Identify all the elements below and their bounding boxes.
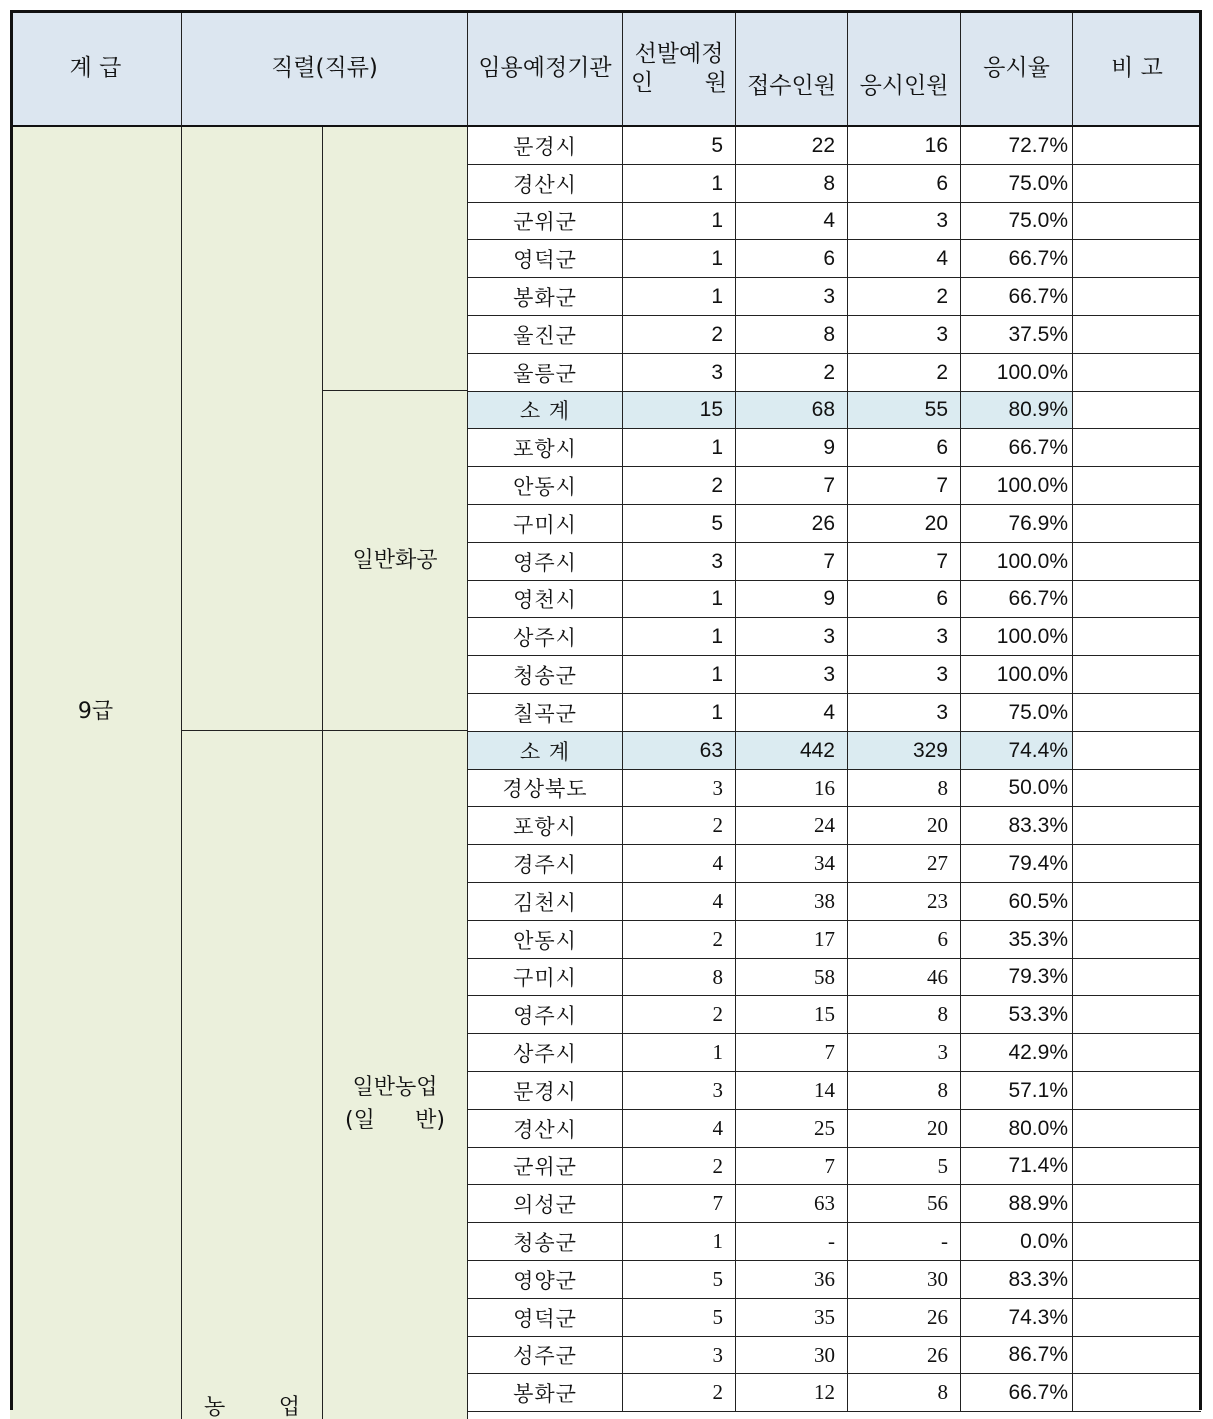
row-examinees: 2 bbox=[848, 278, 961, 316]
header-planned-line1: 선발예정 bbox=[634, 40, 724, 67]
row-remarks bbox=[1073, 732, 1201, 770]
series-cell-nongeop bbox=[182, 731, 323, 1419]
row-applicants: 8 bbox=[736, 165, 848, 203]
row-applicants: 9 bbox=[736, 581, 848, 618]
row-planned: 7 bbox=[623, 1185, 736, 1223]
row-remarks bbox=[1073, 429, 1201, 467]
row-remarks bbox=[1073, 1185, 1201, 1223]
row-agency: 포항시 bbox=[468, 807, 623, 845]
row-remarks bbox=[1073, 543, 1201, 581]
row-agency: 의성군 bbox=[468, 1185, 623, 1223]
row-agency: 김천시 bbox=[468, 883, 623, 921]
row-rate: 83.3% bbox=[961, 1261, 1073, 1299]
row-examinees: 55 bbox=[848, 392, 961, 429]
row-applicants: 7 bbox=[736, 467, 848, 505]
row-agency: 군위군 bbox=[468, 1148, 623, 1185]
header-planned bbox=[623, 12, 736, 127]
row-examinees: 6 bbox=[848, 429, 961, 467]
row-rate: 75.0% bbox=[961, 165, 1073, 203]
header-planned-line2-b: 원 bbox=[704, 69, 727, 96]
subtype-cell-prev bbox=[323, 127, 468, 391]
grade-label: 9급 bbox=[77, 699, 114, 724]
row-agency: 상주시 bbox=[468, 1034, 623, 1072]
header-planned-line2 bbox=[631, 69, 727, 98]
row-examinees: - bbox=[848, 1223, 961, 1261]
row-examinees: 5 bbox=[848, 1148, 961, 1185]
series-nongeop-a: 농 bbox=[204, 1395, 226, 1419]
row-examinees: 23 bbox=[848, 883, 961, 921]
grade-cell bbox=[10, 127, 182, 1419]
row-remarks bbox=[1073, 694, 1201, 732]
row-remarks bbox=[1073, 883, 1201, 921]
row-agency: 청송군 bbox=[468, 656, 623, 694]
row-rate: 74.3% bbox=[961, 1299, 1073, 1337]
row-rate: 83.3% bbox=[961, 807, 1073, 845]
header-applicants-text: 접수인원 bbox=[747, 73, 836, 100]
row-rate: 72.7% bbox=[961, 127, 1073, 165]
row-rate: 66.7% bbox=[961, 429, 1073, 467]
row-remarks bbox=[1073, 1034, 1201, 1072]
row-examinees: 8 bbox=[848, 1072, 961, 1110]
row-agency: 상주시 bbox=[468, 618, 623, 656]
row-remarks bbox=[1073, 996, 1201, 1034]
row-applicants: 63 bbox=[736, 1185, 848, 1223]
row-planned: 4 bbox=[623, 845, 736, 883]
row-examinees: 7 bbox=[848, 467, 961, 505]
row-examinees: 6 bbox=[848, 165, 961, 203]
row-remarks bbox=[1073, 165, 1201, 203]
row-examinees: 3 bbox=[848, 203, 961, 240]
row-planned: 15 bbox=[623, 392, 736, 429]
row-remarks bbox=[1073, 1110, 1201, 1148]
subtype-hwagong-label: 일반화공 bbox=[352, 548, 438, 573]
row-applicants: 6 bbox=[736, 240, 848, 278]
header-examinees-text: 응시인원 bbox=[859, 73, 949, 100]
row-applicants: 12 bbox=[736, 1374, 848, 1412]
row-planned: 2 bbox=[623, 807, 736, 845]
row-agency: 영덕군 bbox=[468, 240, 623, 278]
row-planned: 3 bbox=[623, 1337, 736, 1374]
row-agency: 울릉군 bbox=[468, 354, 623, 392]
row-applicants: 17 bbox=[736, 921, 848, 959]
row-planned: 5 bbox=[623, 1299, 736, 1337]
row-remarks bbox=[1073, 1337, 1201, 1374]
row-planned: 4 bbox=[623, 1110, 736, 1148]
row-applicants: 68 bbox=[736, 392, 848, 429]
row-planned: 1 bbox=[623, 1034, 736, 1072]
row-applicants: 9 bbox=[736, 429, 848, 467]
row-rate: 75.0% bbox=[961, 694, 1073, 732]
row-remarks bbox=[1073, 656, 1201, 694]
row-rate: 42.9% bbox=[961, 1034, 1073, 1072]
row-planned: 2 bbox=[623, 316, 736, 354]
row-agency: 영덕군 bbox=[468, 1299, 623, 1337]
row-applicants: 7 bbox=[736, 1034, 848, 1072]
row-planned: 4 bbox=[623, 883, 736, 921]
header-remarks-text: 비 고 bbox=[1111, 55, 1163, 82]
row-remarks bbox=[1073, 505, 1201, 543]
row-examinees: 3 bbox=[848, 694, 961, 732]
header-planned-line2-a: 인 bbox=[631, 69, 654, 96]
subtype-nongeop-line1: 일반농업 bbox=[352, 1075, 438, 1100]
row-applicants: 30 bbox=[736, 1337, 848, 1374]
row-agency: 경주시 bbox=[468, 845, 623, 883]
header-examinees bbox=[848, 12, 961, 127]
header-agency-text: 임용예정기관 bbox=[478, 55, 612, 82]
row-examinees: 56 bbox=[848, 1185, 961, 1223]
row-agency: 영천시 bbox=[468, 581, 623, 618]
row-remarks bbox=[1073, 959, 1201, 996]
row-planned: 2 bbox=[623, 921, 736, 959]
row-planned: 5 bbox=[623, 127, 736, 165]
row-examinees: 4 bbox=[848, 240, 961, 278]
row-rate: 100.0% bbox=[961, 467, 1073, 505]
row-rate: 88.9% bbox=[961, 1185, 1073, 1223]
row-applicants: 36 bbox=[736, 1261, 848, 1299]
row-rate: 53.3% bbox=[961, 996, 1073, 1034]
row-applicants: 35 bbox=[736, 1299, 848, 1337]
row-planned: 1 bbox=[623, 429, 736, 467]
header-applicants bbox=[736, 12, 848, 127]
row-remarks bbox=[1073, 845, 1201, 883]
row-planned: 3 bbox=[623, 770, 736, 807]
row-applicants: 4 bbox=[736, 203, 848, 240]
row-rate: 79.4% bbox=[961, 845, 1073, 883]
row-planned: 1 bbox=[623, 165, 736, 203]
row-applicants: 22 bbox=[736, 127, 848, 165]
subtype-cell-nongeop bbox=[323, 731, 468, 1419]
row-planned: 5 bbox=[623, 1261, 736, 1299]
row-applicants: 442 bbox=[736, 732, 848, 770]
row-rate: 37.5% bbox=[961, 316, 1073, 354]
row-examinees: 20 bbox=[848, 807, 961, 845]
row-remarks bbox=[1073, 921, 1201, 959]
row-remarks bbox=[1073, 392, 1201, 429]
row-applicants: 15 bbox=[736, 996, 848, 1034]
row-applicants: 34 bbox=[736, 845, 848, 883]
row-examinees: 3 bbox=[848, 618, 961, 656]
row-remarks bbox=[1073, 807, 1201, 845]
row-applicants: 3 bbox=[736, 618, 848, 656]
row-remarks bbox=[1073, 1223, 1201, 1261]
header-rate bbox=[961, 12, 1073, 127]
row-agency: 문경시 bbox=[468, 1072, 623, 1110]
subtype-cell-hwagong bbox=[323, 391, 468, 731]
row-applicants: 7 bbox=[736, 543, 848, 581]
row-examinees: 3 bbox=[848, 656, 961, 694]
row-planned: 63 bbox=[623, 732, 736, 770]
row-remarks bbox=[1073, 1299, 1201, 1337]
row-agency: 경산시 bbox=[468, 165, 623, 203]
row-rate: 74.4% bbox=[961, 732, 1073, 770]
row-planned: 1 bbox=[623, 1223, 736, 1261]
row-planned: 1 bbox=[623, 581, 736, 618]
row-applicants: 2 bbox=[736, 354, 848, 392]
row-rate: 35.3% bbox=[961, 921, 1073, 959]
row-rate: 100.0% bbox=[961, 656, 1073, 694]
row-examinees: 16 bbox=[848, 127, 961, 165]
row-rate: 100.0% bbox=[961, 618, 1073, 656]
row-agency: 문경시 bbox=[468, 127, 623, 165]
header-agency bbox=[468, 12, 623, 127]
row-remarks bbox=[1073, 1148, 1201, 1185]
row-rate: 71.4% bbox=[961, 1148, 1073, 1185]
row-examinees: 27 bbox=[848, 845, 961, 883]
row-applicants: 3 bbox=[736, 278, 848, 316]
row-agency: 울진군 bbox=[468, 316, 623, 354]
series-nongeop-label bbox=[204, 1391, 300, 1419]
row-rate: 80.0% bbox=[961, 1110, 1073, 1148]
header-grade-text: 계 급 bbox=[69, 55, 122, 82]
row-agency: 칠곡군 bbox=[468, 694, 623, 732]
row-applicants: 7 bbox=[736, 1148, 848, 1185]
row-planned: 2 bbox=[623, 1148, 736, 1185]
row-examinees: 26 bbox=[848, 1337, 961, 1374]
row-applicants: 3 bbox=[736, 656, 848, 694]
row-remarks bbox=[1073, 316, 1201, 354]
row-rate: 66.7% bbox=[961, 240, 1073, 278]
row-agency: 구미시 bbox=[468, 505, 623, 543]
row-rate: 100.0% bbox=[961, 543, 1073, 581]
row-remarks bbox=[1073, 770, 1201, 807]
row-examinees: 20 bbox=[848, 505, 961, 543]
row-applicants: 25 bbox=[736, 1110, 848, 1148]
row-agency: 성주군 bbox=[468, 1337, 623, 1374]
row-remarks bbox=[1073, 278, 1201, 316]
row-rate: 80.9% bbox=[961, 392, 1073, 429]
row-rate: 57.1% bbox=[961, 1072, 1073, 1110]
header-remarks bbox=[1073, 12, 1201, 127]
row-applicants: 24 bbox=[736, 807, 848, 845]
row-agency: 경산시 bbox=[468, 1110, 623, 1148]
row-rate: 50.0% bbox=[961, 770, 1073, 807]
row-remarks bbox=[1073, 618, 1201, 656]
row-remarks bbox=[1073, 581, 1201, 618]
row-planned: 3 bbox=[623, 1072, 736, 1110]
row-remarks bbox=[1073, 1261, 1201, 1299]
header-grade bbox=[10, 12, 182, 127]
row-examinees: 20 bbox=[848, 1110, 961, 1148]
row-agency: 청송군 bbox=[468, 1223, 623, 1261]
row-planned: 1 bbox=[623, 618, 736, 656]
row-planned: 8 bbox=[623, 959, 736, 996]
row-examinees: 46 bbox=[848, 959, 961, 996]
row-agency: 구미시 bbox=[468, 959, 623, 996]
series-cell-hwagong bbox=[182, 127, 323, 731]
row-examinees: 3 bbox=[848, 316, 961, 354]
row-remarks bbox=[1073, 1374, 1201, 1412]
subtype-nongeop-line2-a: (일 bbox=[345, 1108, 375, 1133]
row-agency: 영주시 bbox=[468, 996, 623, 1034]
row-rate: 75.0% bbox=[961, 203, 1073, 240]
row-agency: 소 계 bbox=[468, 732, 623, 770]
row-remarks bbox=[1073, 1072, 1201, 1110]
row-examinees: 6 bbox=[848, 921, 961, 959]
row-applicants: 4 bbox=[736, 694, 848, 732]
row-applicants: 38 bbox=[736, 883, 848, 921]
row-applicants: 8 bbox=[736, 316, 848, 354]
subtype-nongeop-line2-b: 반) bbox=[415, 1108, 445, 1133]
row-agency: 영양군 bbox=[468, 1261, 623, 1299]
row-planned: 2 bbox=[623, 996, 736, 1034]
row-rate: 66.7% bbox=[961, 278, 1073, 316]
row-applicants: - bbox=[736, 1223, 848, 1261]
row-rate: 0.0% bbox=[961, 1223, 1073, 1261]
row-planned: 1 bbox=[623, 240, 736, 278]
row-planned: 1 bbox=[623, 694, 736, 732]
row-examinees: 30 bbox=[848, 1261, 961, 1299]
row-rate: 100.0% bbox=[961, 354, 1073, 392]
row-rate: 79.3% bbox=[961, 959, 1073, 996]
row-agency: 군위군 bbox=[468, 203, 623, 240]
row-rate: 76.9% bbox=[961, 505, 1073, 543]
row-examinees: 8 bbox=[848, 1374, 961, 1412]
row-planned: 3 bbox=[623, 543, 736, 581]
row-applicants: 58 bbox=[736, 959, 848, 996]
row-examinees: 26 bbox=[848, 1299, 961, 1337]
row-examinees: 8 bbox=[848, 996, 961, 1034]
row-applicants: 16 bbox=[736, 770, 848, 807]
row-agency: 영주시 bbox=[468, 543, 623, 581]
row-examinees: 8 bbox=[848, 770, 961, 807]
row-agency: 소 계 bbox=[468, 392, 623, 429]
row-remarks bbox=[1073, 203, 1201, 240]
header-series-text: 직렬(직류) bbox=[271, 55, 378, 82]
row-planned: 3 bbox=[623, 354, 736, 392]
row-examinees: 329 bbox=[848, 732, 961, 770]
header-series bbox=[182, 12, 468, 127]
row-agency: 봉화군 bbox=[468, 278, 623, 316]
row-examinees: 3 bbox=[848, 1034, 961, 1072]
row-planned: 1 bbox=[623, 278, 736, 316]
row-rate: 60.5% bbox=[961, 883, 1073, 921]
row-planned: 1 bbox=[623, 656, 736, 694]
subtype-nongeop-line2 bbox=[345, 1104, 445, 1137]
row-examinees: 6 bbox=[848, 581, 961, 618]
row-agency: 포항시 bbox=[468, 429, 623, 467]
row-planned: 2 bbox=[623, 467, 736, 505]
row-rate: 86.7% bbox=[961, 1337, 1073, 1374]
series-nongeop-b: 업 bbox=[278, 1395, 300, 1419]
row-remarks bbox=[1073, 127, 1201, 165]
row-agency: 안동시 bbox=[468, 467, 623, 505]
row-remarks bbox=[1073, 354, 1201, 392]
row-planned: 2 bbox=[623, 1374, 736, 1412]
row-remarks bbox=[1073, 240, 1201, 278]
row-agency: 봉화군 bbox=[468, 1374, 623, 1412]
row-examinees: 2 bbox=[848, 354, 961, 392]
row-rate: 66.7% bbox=[961, 1374, 1073, 1412]
row-rate: 66.7% bbox=[961, 581, 1073, 618]
row-planned: 5 bbox=[623, 505, 736, 543]
row-remarks bbox=[1073, 467, 1201, 505]
row-agency: 경상북도 bbox=[468, 770, 623, 807]
row-examinees: 7 bbox=[848, 543, 961, 581]
header-rate-text: 응시율 bbox=[983, 55, 1050, 82]
row-applicants: 14 bbox=[736, 1072, 848, 1110]
row-planned: 1 bbox=[623, 203, 736, 240]
row-agency: 안동시 bbox=[468, 921, 623, 959]
row-applicants: 26 bbox=[736, 505, 848, 543]
